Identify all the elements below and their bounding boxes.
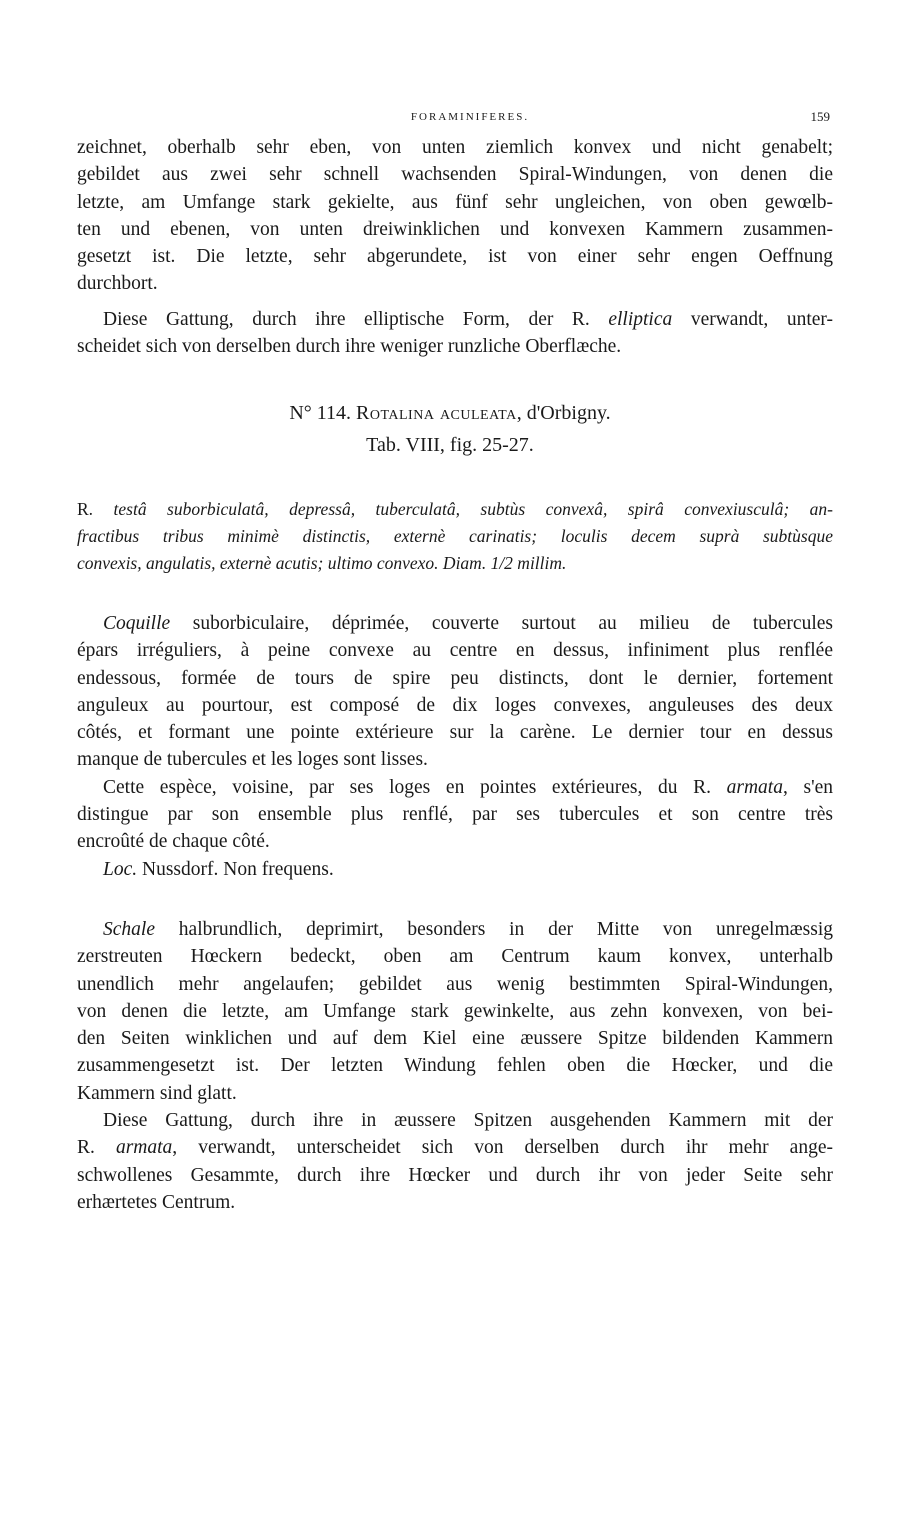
text-span: halbrundlich, deprimirt, besonders in der Mitte von unregelmæssig <box>154 919 833 940</box>
page-number: 159 <box>810 109 830 124</box>
text-line: côtés, et formant une pointe extérieure sur la carène. Le dernier tour en dessus <box>77 722 833 744</box>
text-line: manque de tubercules et les loges sont lisses. <box>77 749 428 771</box>
text-line: gesetzt ist. Die letzte, sehr abgerundete, ist von einer sehr engen Oeffnung <box>77 246 833 268</box>
species-heading <box>0 400 900 426</box>
running-head <box>0 105 900 129</box>
text-span: testâ suborbiculatâ, depressâ, tuberculatâ, subtùs convexâ, spirâ convexiusculâ; an- <box>113 499 833 519</box>
text-line: Kammern sind glatt. <box>77 1082 237 1104</box>
species-number: N° 114. <box>289 402 352 424</box>
text-span: verwandt, unter- <box>672 309 833 330</box>
latin-diagnosis <box>77 496 833 577</box>
text-line: zerstreuten Hœckern bedeckt, oben am Centrum kaum konvex, unterhalb <box>77 946 833 968</box>
german-continuation-paragraph <box>77 134 833 298</box>
locality-value: Nussdorf. Non frequens. <box>137 858 334 880</box>
species-name: armata <box>115 1137 173 1159</box>
locality-label: Loc. <box>103 858 138 880</box>
text-line <box>77 1134 833 1161</box>
text-line: erhærtetes Centrum. <box>77 1191 236 1213</box>
text-span: , verwandt, unterscheidet sich von derselben durch ihr mehr ange- <box>172 1137 833 1159</box>
text-line <box>77 610 833 637</box>
french-description <box>77 610 833 883</box>
text-span: Cette espèce, voisine, par ses loges en pointes extérieures, du R. <box>103 776 727 798</box>
lead-word: Coquille <box>103 613 171 634</box>
species-author: , d'Orbigny. <box>516 402 611 424</box>
text-line <box>77 916 833 943</box>
text-line: ten und ebenen, von unten dreiwinklichen und konvexen Kammern zusammen- <box>77 218 833 240</box>
text-line: letzte, am Umfange stark gekielte, aus fünf sehr ungleichen, von oben gewœlb- <box>77 191 833 213</box>
text-line: zeichnet, oberhalb sehr eben, von unten ziemlich konvex und nicht genabelt; <box>77 137 833 158</box>
text-line: den Seiten winklichen und auf dem Kiel eine æussere Spitze bildenden Kammern <box>77 1028 833 1050</box>
species-name: armata <box>726 776 783 798</box>
text-line: convexis, angulatis, externè acutis; ultimo convexo. Diam. 1/2 millim. <box>77 553 567 573</box>
genus-abbrev: R. <box>77 499 114 519</box>
text-line: scheidet sich von derselben durch ihre weniger runzliche Oberflæche. <box>77 336 622 358</box>
text-line <box>77 306 833 333</box>
plate-reference: Tab. VIII, fig. 25-27. <box>366 434 534 456</box>
text-line <box>77 496 833 523</box>
text-line: fractibus tribus minimè distinctis, externè carinatis; loculis decem suprà subtùsque <box>77 526 833 546</box>
german-description <box>77 916 833 1216</box>
locality-line <box>77 856 833 883</box>
text-line: distingue par son ensemble plus renflé, par ses tubercules et son centre très <box>77 804 833 826</box>
text-span: R. <box>77 1137 116 1159</box>
running-title: FORAMINIFERES. <box>410 111 530 123</box>
text-line <box>77 774 833 801</box>
text-line: schwollenes Gesammte, durch ihre Hœcker und durch ihr von jeder Seite sehr <box>77 1164 833 1186</box>
text-span: , s'en <box>782 776 833 798</box>
text-line: von denen die letzte, am Umfange stark gewinkelte, aus zehn konvexen, von bei- <box>77 1000 833 1022</box>
german-comparison-paragraph <box>77 306 833 361</box>
text-line: gebildet aus zwei sehr schnell wachsenden Spiral-Windungen, von denen die <box>77 164 833 186</box>
text-line: endessous, formée de tours de spire peu distincts, dont le dernier, fortement <box>77 667 833 689</box>
lead-word: Schale <box>103 919 155 940</box>
text-line: zusammengesetzt ist. Der letzten Windung fehlen oben die Hœcker, und die <box>77 1055 833 1077</box>
text-line: Diese Gattung, durch ihre in æussere Spitzen ausgehenden Kammern mit der <box>103 1110 833 1132</box>
text-span: Diese Gattung, durch ihre elliptische Form, der R. <box>103 309 609 330</box>
text-line: épars irréguliers, à peine convexe au centre en dessus, infiniment plus renflée <box>77 640 833 662</box>
species-title: Rotalina aculeata <box>356 402 517 424</box>
text-span: suborbiculaire, déprimée, couverte surtout au milieu de tubercules <box>170 613 833 634</box>
text-line: anguleux au pourtour, est composé de dix loges convexes, anguleuses des deux <box>77 694 833 716</box>
text-line: durchbort. <box>77 273 158 295</box>
text-line: encroûté de chaque côté. <box>77 831 270 853</box>
species-name: elliptica <box>608 309 673 330</box>
text-line: unendlich mehr angelaufen; gebildet aus wenig bestimmten Spiral-Windungen, <box>77 973 833 995</box>
